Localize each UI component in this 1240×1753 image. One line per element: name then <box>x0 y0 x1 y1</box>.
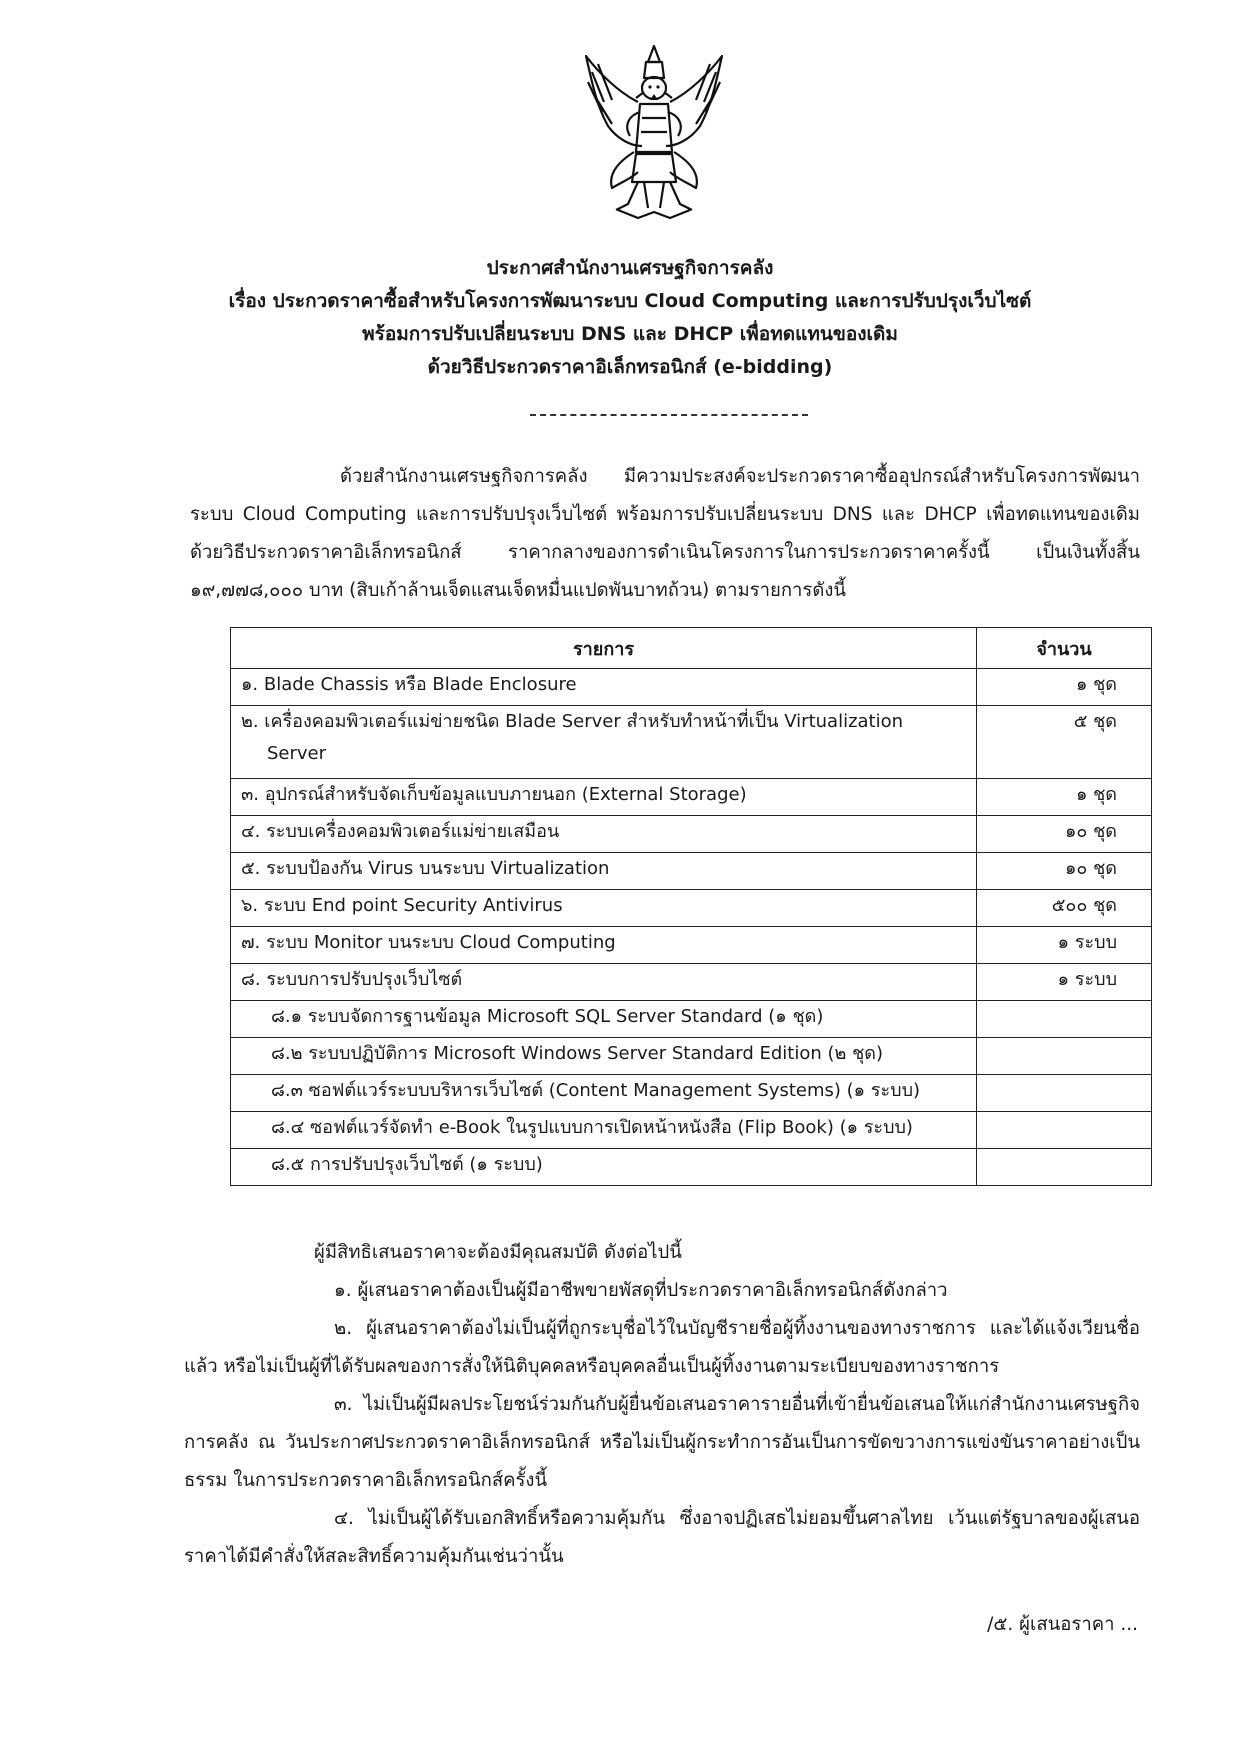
table-row <box>231 1038 1152 1075</box>
row-qty: ๑ ระบบ <box>977 927 1152 964</box>
row-item: ๑. Blade Chassis หรือ Blade Enclosure <box>231 669 977 706</box>
row-item: ๖. ระบบ End point Security Antivirus <box>231 890 977 927</box>
row-item: ๘. ระบบการปรับปรุงเว็บไซต์ <box>231 964 977 1001</box>
qualification-item: ๔. ไม่เป็นผู้ได้รับเอกสิทธิ์หรือความคุ้มกัน ซึ่งอาจปฏิเสธไม่ยอมขึ้นศาลไทย เว้นแต่รัฐบาลของผู้เสนอราคาได้มีคำสั่งให้สละสิทธิ์ความคุ้มกันเช่นว่านั้น <box>184 1508 1140 1567</box>
row-subitem: ๘.๔ ซอฟต์แวร์จัดทำ e-Book ในรูปแบบการเปิดหน้าหนังสือ (Flip Book) (๑ ระบบ) <box>231 1112 977 1149</box>
row-qty <box>977 1149 1152 1186</box>
header-item: รายการ <box>231 628 977 669</box>
row-qty: ๑๐ ชุด <box>977 853 1152 890</box>
intro-paragraph: ด้วยสำนักงานเศรษฐกิจการคลัง มีความประสงค์จะประกวดราคาซื้ออุปกรณ์สำหรับโครงการพัฒนาระบบ Cloud Computing และการปรับปรุงเว็บไซต์ พร้อมการปรับเปลี่ยนระบบ DNS และ DHCP เพื่อทดแทนของเดิม ด้วยวิธีประกวดราคาอิเล็กทรอนิกส์ ราคากลางของการดำเนินโครงการในการประกวดราคาครั้งนี้ เป็นเงินทั้งสิ้น ๑๙,๗๗๘,๐๐๐ บาท (สิบเก้าล้านเจ็ดแสนเจ็ดหมื่นแปดพันบาทถ้วน) ตามรายการดังนี้ <box>190 466 1140 601</box>
row-qty: ๑ ชุด <box>977 669 1152 706</box>
table-row <box>231 706 1152 779</box>
table-row <box>231 927 1152 964</box>
row-qty: ๕ ชุด <box>977 706 1152 779</box>
qualifications-heading: ผู้มีสิทธิเสนอราคาจะต้องมีคุณสมบัติ ดังต่อไปนี้ <box>314 1242 682 1263</box>
table-row <box>231 1149 1152 1186</box>
row-item: ๓. อุปกรณ์สำหรับจัดเก็บข้อมูลแบบภายนอก (External Storage) <box>231 779 977 816</box>
row-qty <box>977 1001 1152 1038</box>
row-qty: ๕๐๐ ชุด <box>977 890 1152 927</box>
table-row <box>231 779 1152 816</box>
method-line: ด้วยวิธีประกวดราคาอิเล็กทรอนิกส์ (e-bidding) <box>427 356 833 378</box>
table-row <box>231 890 1152 927</box>
row-qty <box>977 1075 1152 1112</box>
qualifications-section <box>184 1234 1140 1576</box>
table-row <box>231 853 1152 890</box>
table-row <box>231 1075 1152 1112</box>
row-item: ๔. ระบบเครื่องคอมพิวเตอร์แม่ข่ายเสมือน <box>231 816 977 853</box>
row-subitem: ๘.๒ ระบบปฏิบัติการ Microsoft Windows Server Standard Edition (๒ ชุด) <box>231 1038 977 1075</box>
qualification-item: ๓. ไม่เป็นผู้มีผลประโยชน์ร่วมกันกับผู้ยื่นข้อเสนอราคารายอื่นที่เข้ายื่นข้อเสนอให้แก่สำนักงานเศรษฐกิจการคลัง ณ วันประกาศประกวดราคาอิเล็กทรอนิกส์ หรือไม่เป็นผู้กระทำการอันเป็นการขัดขวางการแข่งขันราคาอย่างเป็นธรรม ในการประกวดราคาอิเล็กทรอนิกส์ครั้งนี้ <box>184 1394 1140 1491</box>
document-header <box>170 252 1090 384</box>
row-subitem: ๘.๕ การปรับปรุงเว็บไซต์ (๑ ระบบ) <box>231 1149 977 1186</box>
table-row <box>231 669 1152 706</box>
table-header-row <box>231 628 1152 669</box>
header-qty: จำนวน <box>977 628 1152 669</box>
subject-line-2: พร้อมการปรับเปลี่ยนระบบ DNS และ DHCP เพื่อทดแทนของเดิม <box>362 323 898 345</box>
qualification-item: ๒. ผู้เสนอราคาต้องไม่เป็นผู้ที่ถูกระบุชื่อไว้ในบัญชีรายชื่อผู้ทิ้งงานของทางราชการ และได้แจ้งเวียนชื่อแล้ว หรือไม่เป็นผู้ที่ได้รับผลของการสั่งให้นิติบุคคลหรือบุคคลอื่นเป็นผู้ทิ้งงานตามระเบียบของทางราชการ <box>184 1318 1140 1377</box>
row-item: ๗. ระบบ Monitor บนระบบ Cloud Computing <box>231 927 977 964</box>
row-qty: ๑ ระบบ <box>977 964 1152 1001</box>
row-item-multiline <box>231 706 977 779</box>
row-qty <box>977 1038 1152 1075</box>
subject-line: เรื่อง ประกวดราคาซื้อสำหรับโครงการพัฒนาระบบ Cloud Computing และการปรับปรุงเว็บไซต์ <box>228 290 1032 312</box>
items-table <box>230 627 1152 1186</box>
garuda-emblem-icon <box>578 42 730 226</box>
row-qty: ๑๐ ชุด <box>977 816 1152 853</box>
separator-rule <box>530 414 808 416</box>
table-row <box>231 964 1152 1001</box>
row-item: ๕. ระบบป้องกัน Virus บนระบบ Virtualization <box>231 853 977 890</box>
row-item: ๒. เครื่องคอมพิวเตอร์แม่ข่ายชนิด Blade Server สำหรับทำหน้าที่เป็น Virtualization <box>241 711 904 732</box>
table-row <box>231 816 1152 853</box>
table-row <box>231 1001 1152 1038</box>
row-subitem: ๘.๓ ซอฟต์แวร์ระบบบริหารเว็บไซต์ (Content Management Systems) (๑ ระบบ) <box>231 1075 977 1112</box>
agency-title: ประกาศสำนักงานเศรษฐกิจการคลัง <box>486 257 774 279</box>
qualification-item: ๑. ผู้เสนอราคาต้องเป็นผู้มีอาชีพขายพัสดุที่ประกวดราคาอิเล็กทรอนิกส์ดังกล่าว <box>334 1280 948 1301</box>
row-item-continuation: Server <box>267 743 327 764</box>
row-qty <box>977 1112 1152 1149</box>
row-qty: ๑ ชุด <box>977 779 1152 816</box>
table-row <box>231 1112 1152 1149</box>
continuation-footer: /๕. ผู้เสนอราคา ... <box>987 1614 1138 1635</box>
row-subitem: ๘.๑ ระบบจัดการฐานข้อมูล Microsoft SQL Server Standard (๑ ชุด) <box>231 1001 977 1038</box>
